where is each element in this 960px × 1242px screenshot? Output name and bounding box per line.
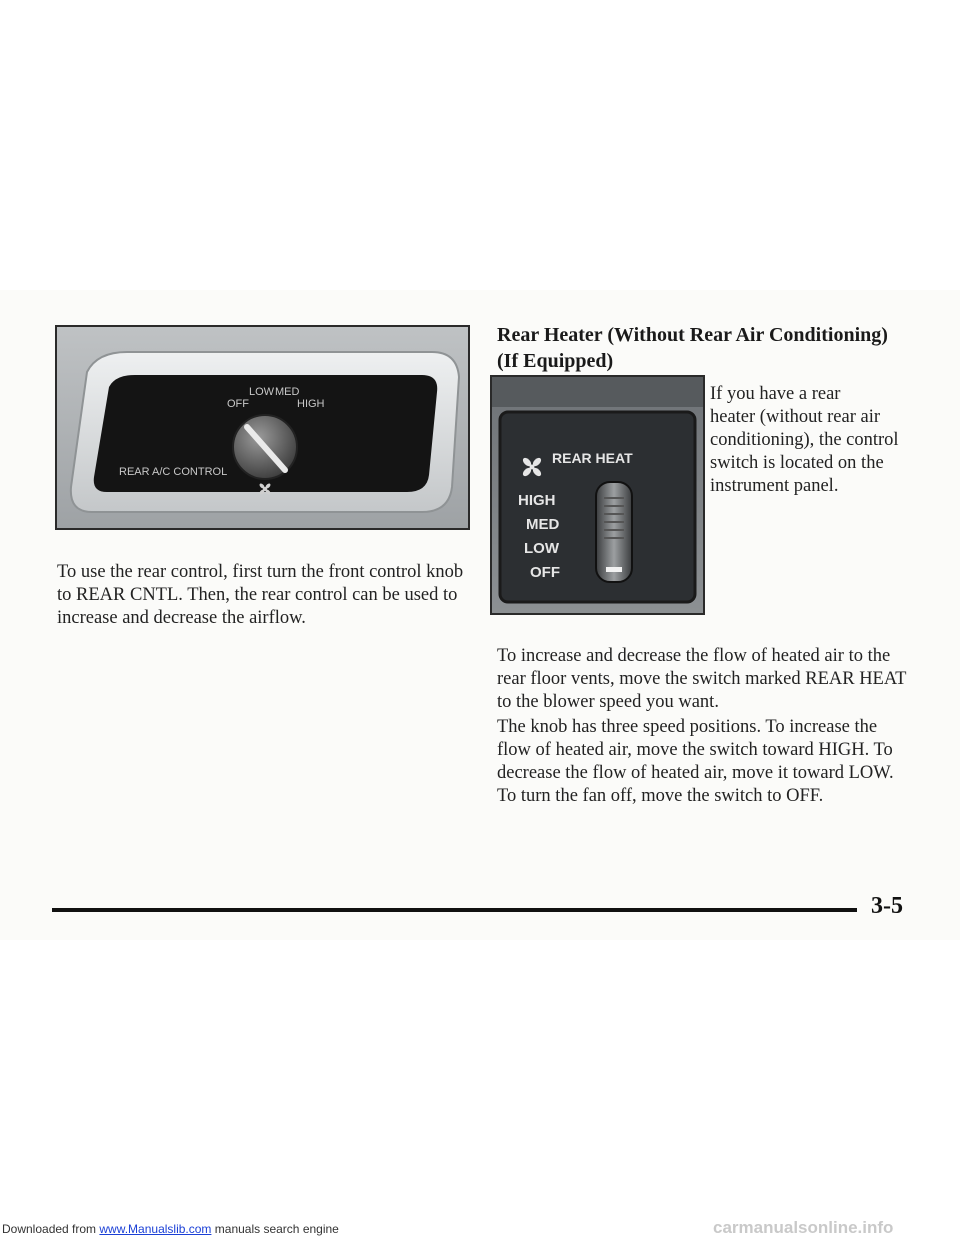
switch-title: REAR HEAT	[552, 450, 633, 466]
text-line: decrease the flow of heated air, move it toward LOW.	[497, 763, 894, 783]
text-line: instrument panel.	[710, 476, 839, 496]
heading-line: (If Equipped)	[497, 350, 614, 372]
footer-rule	[52, 908, 857, 912]
slider-indicator	[606, 567, 622, 572]
section-heading	[497, 322, 937, 374]
left-paragraph	[57, 561, 477, 630]
knob-label-off: OFF	[227, 398, 249, 410]
knob-label-low: LOW	[249, 386, 275, 398]
text-line: switch is located on the	[710, 453, 884, 473]
rear-heat-slider-switch-photo-icon	[492, 377, 703, 613]
footer-prefix: Downloaded from	[2, 1222, 100, 1236]
switch-label-low: LOW	[524, 540, 559, 557]
text-line: To turn the fan off, move the switch to OFF.	[497, 786, 824, 806]
right-paragraph-1	[497, 645, 937, 714]
text-line: To increase and decrease the flow of heated air to the	[497, 646, 891, 666]
rear-heat-switch-photo	[490, 375, 705, 615]
heading-line: Rear Heater (Without Rear Air Conditioning)	[497, 324, 888, 346]
text-line: heater (without rear air	[710, 407, 881, 427]
footer-suffix: manuals search engine	[211, 1222, 339, 1236]
switch-label-high: HIGH	[518, 492, 556, 509]
text-line: The knob has three speed positions. To increase the	[497, 717, 878, 737]
text-line: increase and decrease the airflow.	[57, 608, 306, 628]
rear-ac-control-knob-photo-icon	[57, 327, 468, 528]
rear-ac-control-photo	[55, 325, 470, 530]
panel-label: REAR A/C CONTROL	[119, 466, 228, 478]
text-line: conditioning), the control	[710, 430, 899, 450]
download-footer	[2, 1222, 339, 1236]
text-line: To use the rear control, first turn the front control knob	[57, 562, 464, 582]
text-line: to the blower speed you want.	[497, 692, 719, 712]
text-line: If you have a rear	[710, 384, 841, 404]
text-line: rear floor vents, move the switch marked REAR HEAT	[497, 669, 907, 689]
knob-label-high: HIGH	[297, 398, 325, 410]
right-paragraph-2	[497, 716, 937, 808]
switch-label-off: OFF	[530, 564, 560, 581]
switch-label-med: MED	[526, 516, 560, 533]
page-number: 3-5	[871, 893, 903, 919]
text-line: to REAR CNTL. Then, the rear control can be used to	[57, 585, 458, 605]
intro-paragraph	[710, 383, 940, 498]
knob-label-med: MED	[275, 386, 300, 398]
manualslib-link[interactable]: www.Manualslib.com	[99, 1222, 212, 1236]
text-line: flow of heated air, move the switch toward HIGH. To	[497, 740, 893, 760]
watermark: carmanualsonline.info	[713, 1218, 894, 1237]
